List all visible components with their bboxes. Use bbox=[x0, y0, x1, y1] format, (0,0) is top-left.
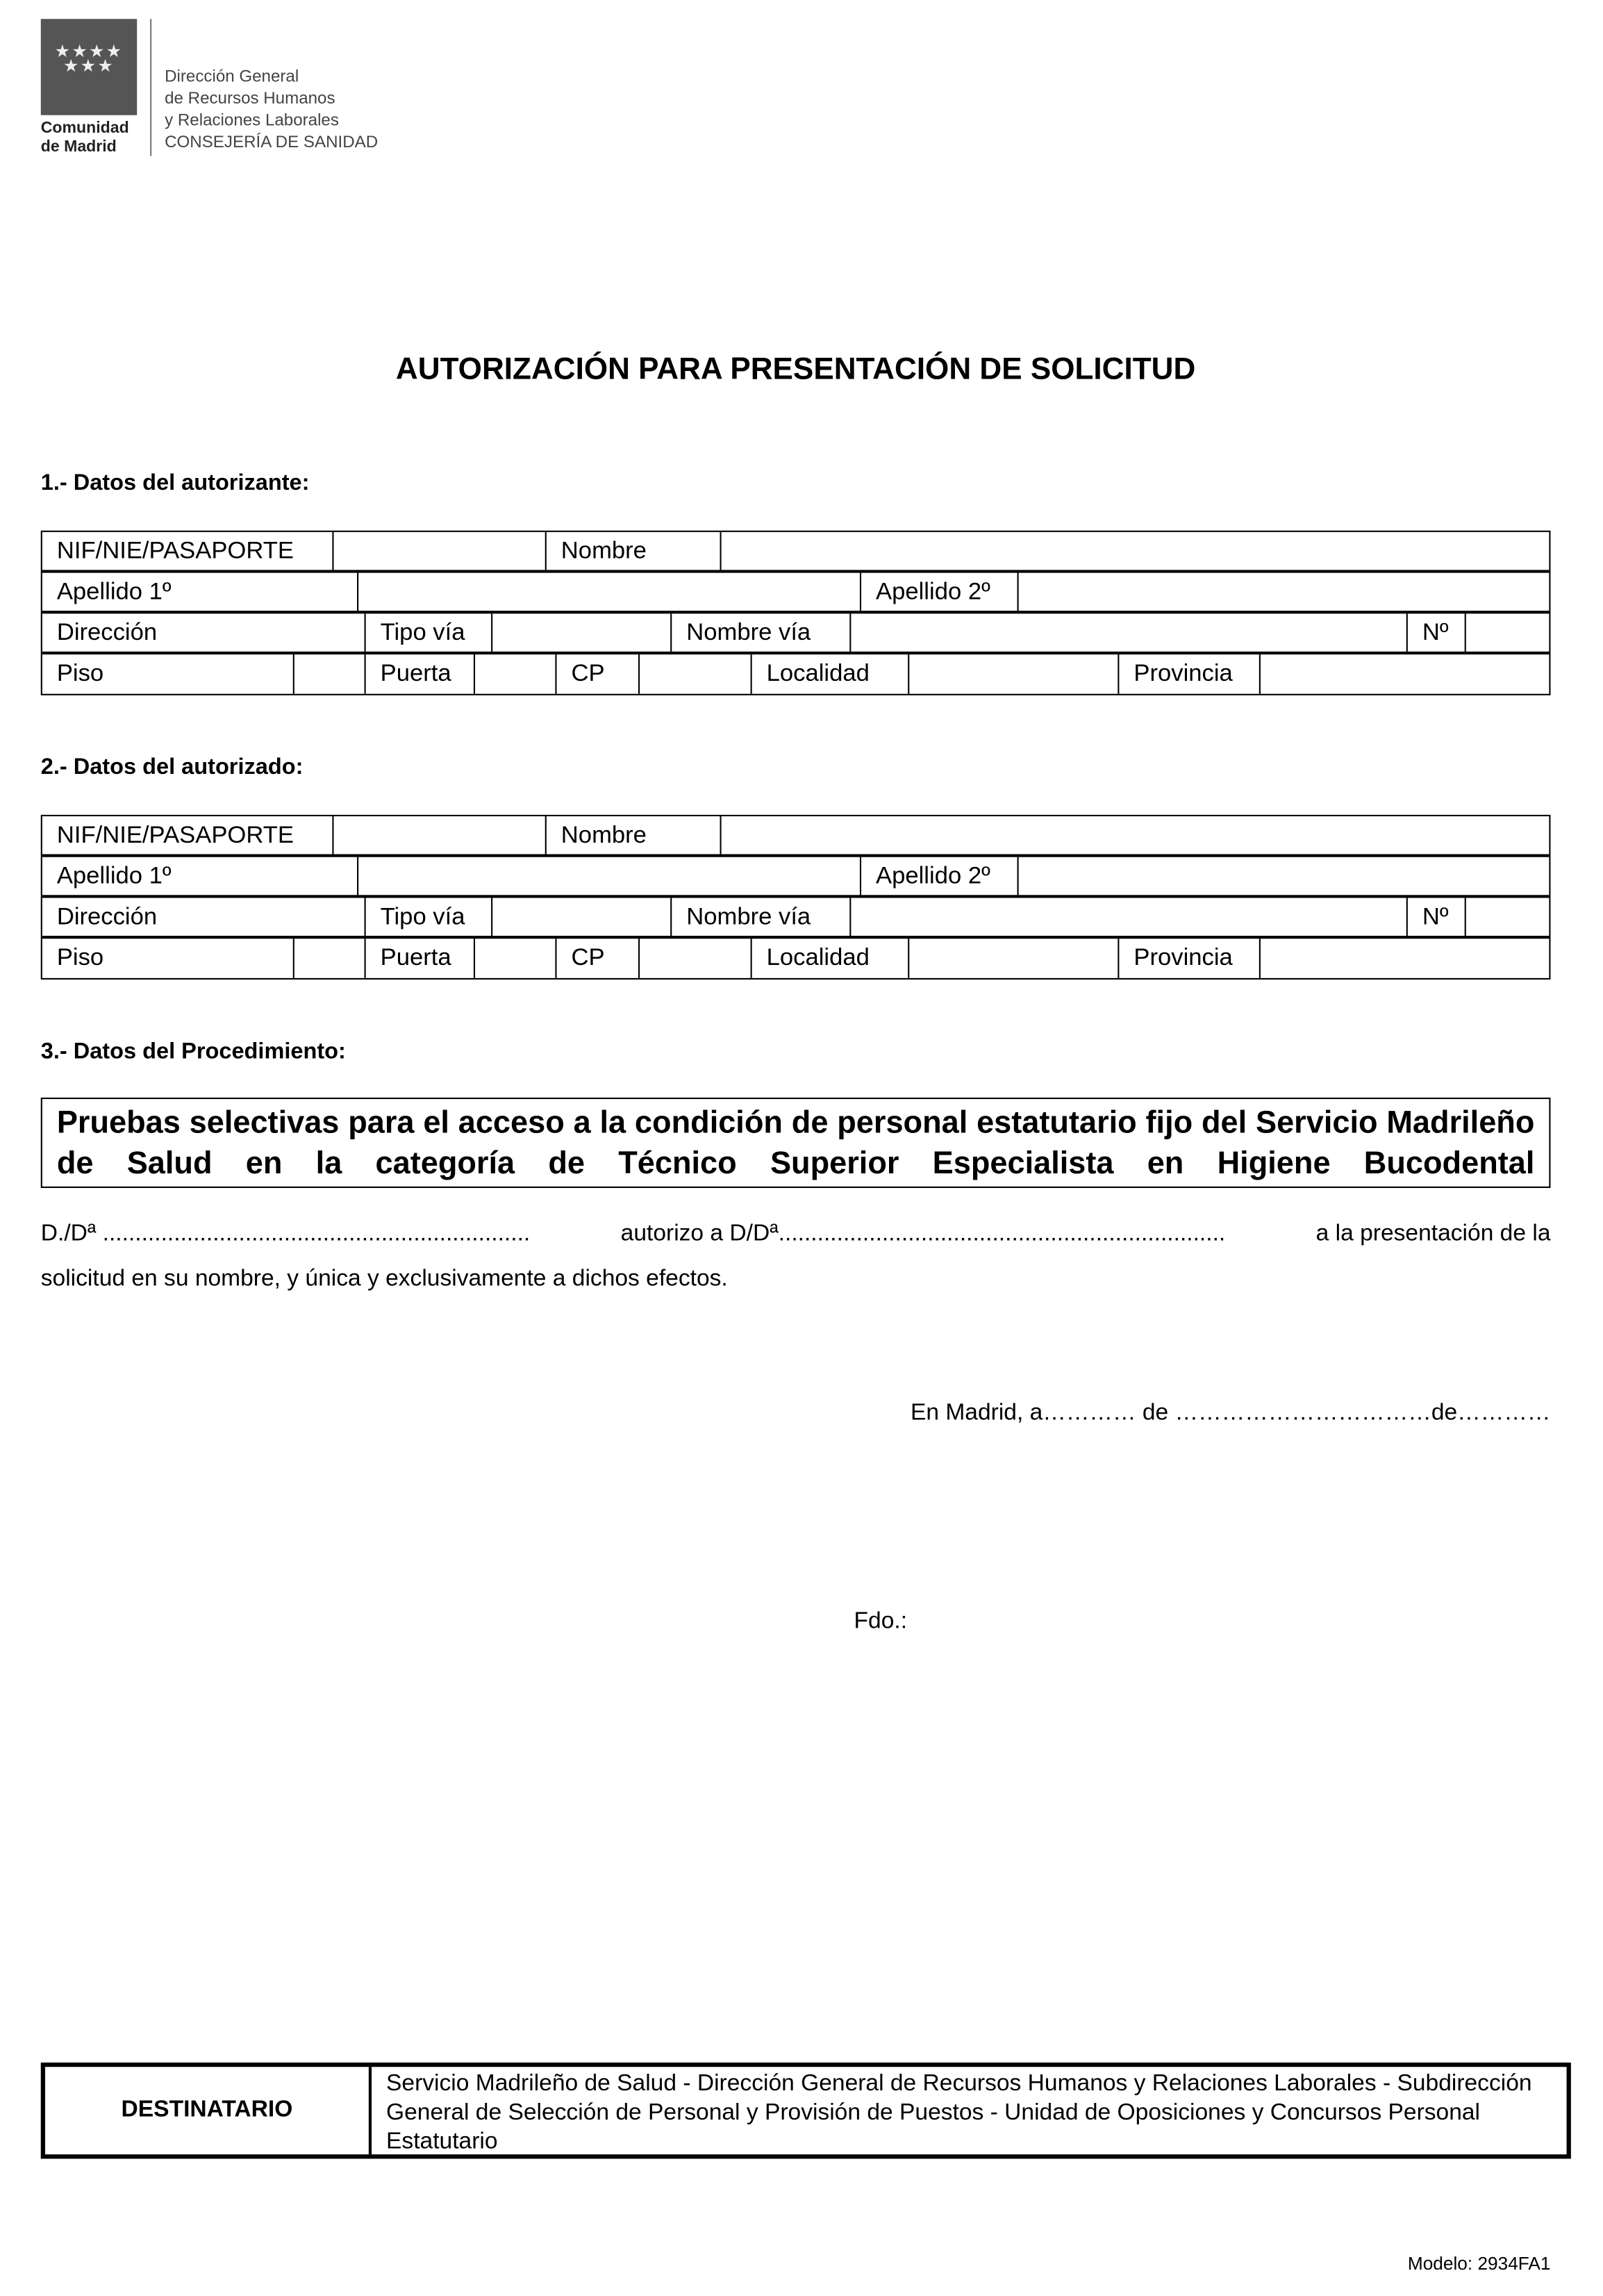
label-puerta: Puerta bbox=[366, 939, 475, 978]
tipo-via-input[interactable] bbox=[492, 613, 672, 652]
label-apellido2: Apellido 2º bbox=[861, 857, 1019, 895]
label-localidad: Localidad bbox=[752, 654, 910, 694]
autorizado-table bbox=[41, 815, 1551, 980]
autorizante-name-blank[interactable]: D./Dª .................................................................. bbox=[40, 1221, 531, 1246]
nif-input[interactable] bbox=[333, 532, 546, 570]
label-nombre-via: Nombre vía bbox=[672, 613, 851, 652]
label-localidad: Localidad bbox=[752, 939, 910, 978]
tipo-via-input[interactable] bbox=[492, 898, 672, 936]
label-cp: CP bbox=[557, 654, 640, 694]
label-direccion: Dirección bbox=[42, 613, 366, 652]
authorization-line bbox=[41, 1221, 1551, 1248]
nif-input[interactable] bbox=[333, 816, 546, 854]
page-title: AUTORIZACIÓN PARA PRESENTACIÓN DE SOLICITUD bbox=[395, 352, 1196, 387]
piso-input[interactable] bbox=[294, 939, 366, 978]
destinatario-text: Servicio Madrileño de Salud - Dirección General de Recursos Humanos y Relaciones Laborales - Subdirección General de Selección de Personal y Provisión de Puestos - Unidad de Oposiciones y Concursos Personal Estatutario bbox=[386, 2071, 1532, 2155]
apellido2-input[interactable] bbox=[1019, 857, 1550, 895]
dept-line: de Recursos Humanos bbox=[165, 90, 335, 108]
label-numero: Nº bbox=[1408, 613, 1466, 652]
dept-line: y Relaciones Laborales bbox=[165, 112, 339, 130]
piso-input[interactable] bbox=[294, 654, 366, 694]
label-cp: CP bbox=[557, 939, 640, 978]
table-row bbox=[42, 654, 1550, 694]
label-apellido2: Apellido 2º bbox=[861, 573, 1019, 611]
label-apellido1: Apellido 1º bbox=[42, 573, 358, 611]
label-tipo-via: Tipo vía bbox=[366, 613, 493, 652]
date-line[interactable]: En Madrid, a………… de ……………………………de………… bbox=[910, 1401, 1551, 1426]
model-code: Modelo: 2934FA1 bbox=[1407, 2253, 1551, 2274]
section-heading-autorizado: 2.- Datos del autorizado: bbox=[40, 754, 304, 780]
table-row bbox=[42, 532, 1550, 573]
localidad-input[interactable] bbox=[909, 939, 1119, 978]
label-nombre: Nombre bbox=[547, 816, 722, 854]
label-nif: NIF/NIE/PASAPORTE bbox=[42, 532, 334, 570]
procedure-box: Pruebas selectivas para el acceso a la condición de personal estatutario fijo del Servicio Madrileño de Salud en la categoría de Técnico Superior Especialista en Higiene Bucodental bbox=[41, 1098, 1551, 1188]
puerta-input[interactable] bbox=[475, 939, 556, 978]
destinatario-label: DESTINATARIO bbox=[45, 2067, 372, 2154]
puerta-input[interactable] bbox=[475, 654, 556, 694]
apellido1-input[interactable] bbox=[358, 857, 861, 895]
stars-row-1: ★★★★ bbox=[54, 40, 124, 62]
autorizante-table bbox=[41, 531, 1551, 695]
label-puerta: Puerta bbox=[366, 654, 475, 694]
stars-icon bbox=[41, 40, 137, 76]
nombre-via-input[interactable] bbox=[851, 898, 1408, 936]
localidad-input[interactable] bbox=[909, 654, 1119, 694]
department-name bbox=[165, 67, 378, 155]
cp-input[interactable] bbox=[640, 654, 752, 694]
logo-divider bbox=[150, 19, 151, 156]
label-nombre: Nombre bbox=[547, 532, 722, 570]
label-direccion: Dirección bbox=[42, 898, 366, 936]
authorization-text: a la presentación de la bbox=[1315, 1221, 1551, 1246]
provincia-input[interactable] bbox=[1261, 939, 1549, 978]
label-apellido1: Apellido 1º bbox=[42, 857, 358, 895]
stars-row-2: ★★★ bbox=[63, 55, 115, 76]
apellido1-input[interactable] bbox=[358, 573, 861, 611]
label-provincia: Provincia bbox=[1119, 939, 1261, 978]
logo-line: de Madrid bbox=[40, 138, 117, 156]
nombre-via-input[interactable] bbox=[851, 613, 1408, 652]
destinatario-box bbox=[41, 2063, 1571, 2158]
nombre-input[interactable] bbox=[722, 816, 1550, 854]
numero-input[interactable] bbox=[1466, 613, 1550, 652]
label-piso: Piso bbox=[42, 654, 294, 694]
table-row bbox=[42, 573, 1550, 614]
section-heading-procedimiento: 3.- Datos del Procedimiento: bbox=[40, 1039, 346, 1064]
table-row bbox=[42, 816, 1550, 857]
dept-line: CONSEJERÍA DE SANIDAD bbox=[165, 134, 379, 152]
provincia-input[interactable] bbox=[1261, 654, 1549, 694]
table-row bbox=[42, 857, 1550, 898]
numero-input[interactable] bbox=[1466, 898, 1550, 936]
dept-line: Dirección General bbox=[165, 68, 299, 86]
autorizado-name-blank[interactable]: autorizo a D/Dª..................................................................... bbox=[620, 1221, 1226, 1246]
label-piso: Piso bbox=[42, 939, 294, 978]
section-heading-autorizante: 1.- Datos del autorizante: bbox=[40, 470, 310, 496]
authorization-text-2: solicitud en su nombre, y única y exclusivamente a dichos efectos. bbox=[40, 1266, 728, 1292]
logo-name bbox=[41, 119, 129, 158]
label-tipo-via: Tipo vía bbox=[366, 898, 493, 936]
signature-label: Fdo.: bbox=[854, 1609, 908, 1635]
table-row bbox=[42, 613, 1550, 654]
label-numero: Nº bbox=[1408, 898, 1466, 936]
cp-input[interactable] bbox=[640, 939, 752, 978]
logo-line: Comunidad bbox=[40, 119, 129, 138]
label-nombre-via: Nombre vía bbox=[672, 898, 851, 936]
label-provincia: Provincia bbox=[1119, 654, 1261, 694]
apellido2-input[interactable] bbox=[1019, 573, 1550, 611]
label-nif: NIF/NIE/PASAPORTE bbox=[42, 816, 334, 854]
nombre-input[interactable] bbox=[722, 532, 1550, 570]
table-row bbox=[42, 939, 1550, 978]
table-row bbox=[42, 898, 1550, 939]
